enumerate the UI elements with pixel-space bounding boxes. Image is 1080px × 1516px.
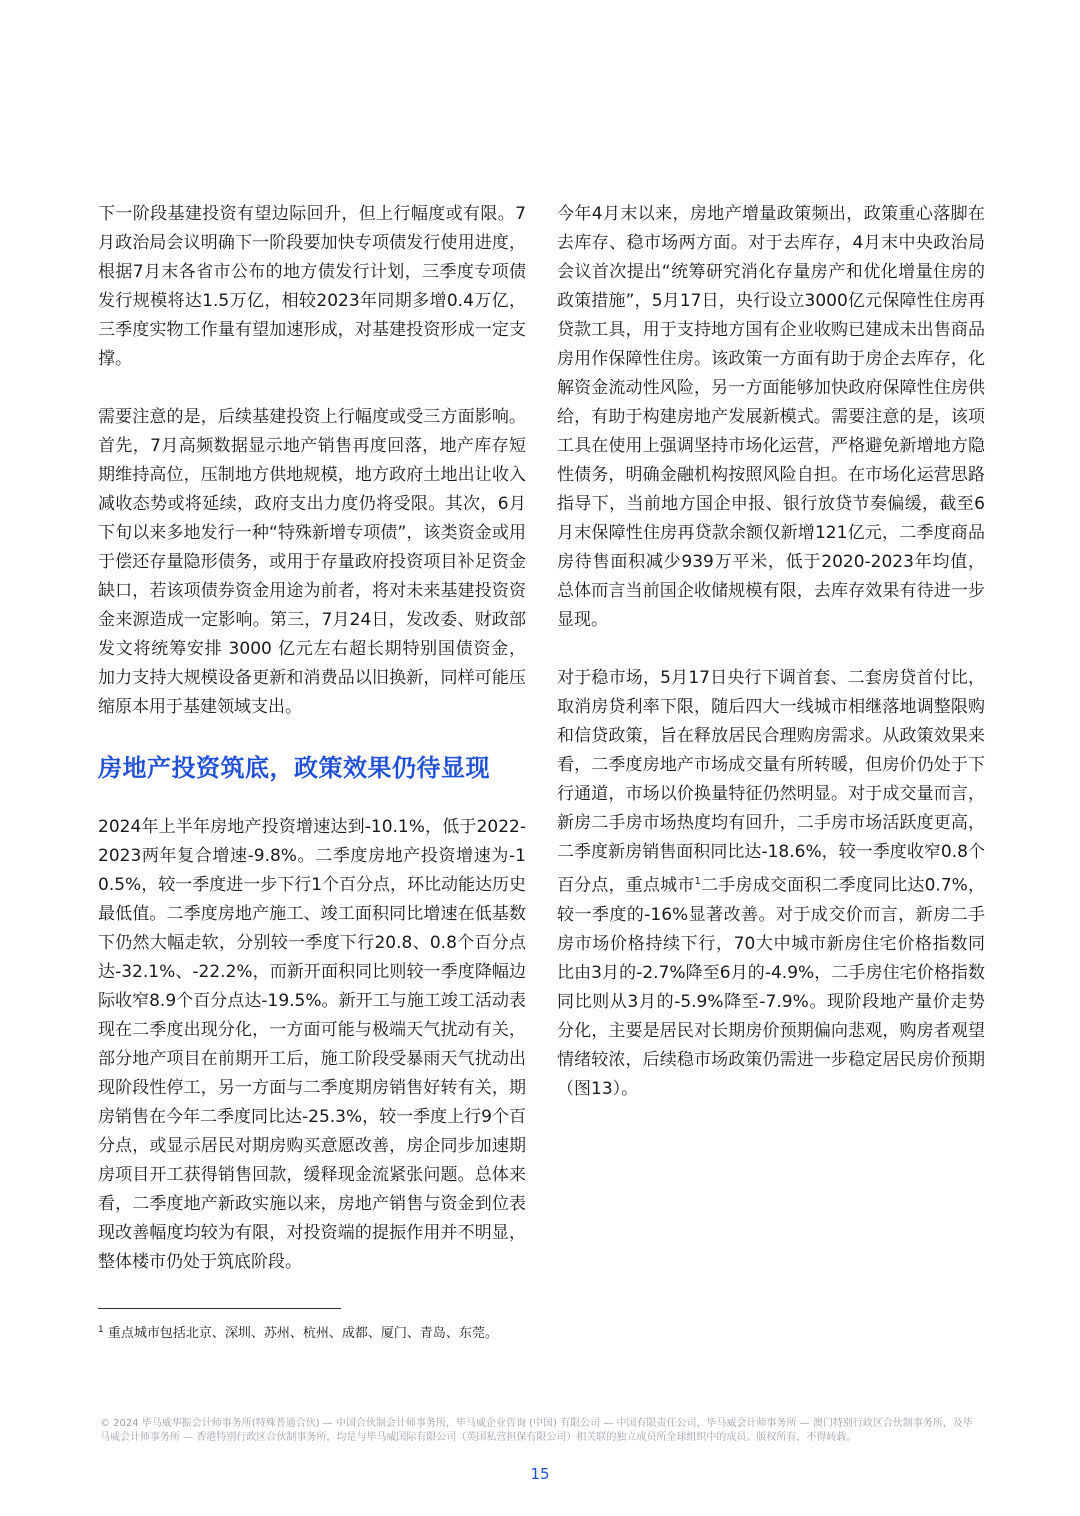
- paragraph-infrastructure-outlook: 下一阶段基建投资有望边际回升，但上行幅度或有限。7月政治局会议明确下一阶段要加快专项债发行使用进度，根据7月末各省市公布的地方债发行计划，三季度专项债发行规模将达1.5万亿，相较2023年同期多增0.4万亿，三季度实物工作量有望加速形成，对基建投资形成一定支撑。: [98, 204, 526, 369]
- footnote: [98, 1324, 538, 1344]
- paragraph-real-estate-investment: 2024年上半年房地产投资增速达到-10.1%，低于2022-2023两年复合增速-9.8%。二季度房地产投资增速为-10.5%，较一季度进一步下行1个百分点，环比动能达历史最低值。二季度房地产施工、竣工面积同比增速在低基数下仍然大幅走软，分别较一季度下行20.8、0.8个百分点达-32.1%、-22.2%，而新开面积同比则较一季度降幅边际收窄8.9个百分点达-19.5%。新开工与施工竣工活动表现在二季度出现分化，一方面可能与极端天气扰动有关，部分地产项目在前期开工后，施工阶段受暴雨天气扰动出现阶段性停工，另一方面与二季度期房销售好转有关，期房销售在今年二季度同比达-25.3%，较一季度上行9个百分点，或显示居民对期房购买意愿改善，房企同步加速期房项目开工获得销售回款，缓释现金流紧张问题。总体来看，二季度地产新政实施以来，房地产销售与资金到位表现改善幅度均较为有限，对投资端的提振作用并不明显，整体楼市仍处于筑底阶段。: [98, 817, 527, 1272]
- footnote-marker: 1: [98, 1325, 104, 1335]
- left-column: [98, 200, 526, 1306]
- footnote-divider: [98, 1308, 341, 1309]
- footnote-text: 重点城市包括北京、深圳、苏州、杭州、成都、厦门、青岛、东莞。: [107, 1326, 498, 1341]
- paragraph-market-stabilization: [557, 664, 985, 1104]
- paragraph-text-part: 二手房成交面积二季度同比达0.7%，较一季度的-16%显著改善。对于成交价而言，新房二手房市场价格持续下行，70大中城市新房住宅价格指数同比由3月的-2.7%降至6月的-4.9%，二手房住宅价格指数同比则从3月的-5.9%降至-7.9%。现阶段地产量价走势分化，主要是居民对长期房价预期偏向悲观，购房者观望情绪较浓，后续稳市场政策仍需进一步稳定居民房价预期（图13）。: [557, 875, 985, 1099]
- footnote-reference[interactable]: 1: [694, 876, 701, 887]
- paragraph-infrastructure-risks: 需要注意的是，后续基建投资上行幅度或受三方面影响。首先，7月高频数据显示地产销售再度回落，地产库存短期维持高位，压制地方供地规模，地方政府土地出让收入减收态势或将延续，政府支出力度仍将受限。其次，6月下旬以来多地发行一种“特殊新增专项债”，该类资金或用于偿还存量隐形债务，或用于存量政府投资项目补足资金缺口，若该项债券资金用途为前者，将对未来基建投资资金来源造成一定影响。第三，7月24日，发改委、财政部发文将统筹安排 3000 亿元左右超长期特别国债资金，加力支持大规模设备更新和消费品以旧换新，同样可能压缩原本用于基建领域支出。: [98, 407, 526, 717]
- section-heading: 房地产投资筑底，政策效果仍待显现: [98, 754, 490, 782]
- paragraph-text-part: 对于稳市场，5月17日央行下调首套、二套房贷首付比，取消房贷利率下限，随后四大一线城市相继落地调整限购和信贷政策，旨在释放居民合理购房需求。从政策效果来看，二季度房地产市场成交量有所转暖，但房价仍处于下行通道，市场以价换量特征仍然明显。对于成交量而言，新房二手房市场热度均有回升，二手房市场活跃度更高，二季度新房销售面积同比达-18.6%，较一季度收窄0.8个百分点，重点城市: [557, 668, 985, 896]
- page-number: 15: [530, 1465, 550, 1483]
- copyright-notice: © 2024 毕马威华振会计师事务所(特殊普通合伙) — 中国合伙制会计师事务所，毕马威企业咨询 (中国) 有限公司 — 中国有限责任公司，毕马威会计师事务所 — 澳门特别行政区合伙制事务所，及毕马威会计师事务所 — 香港特别行政区合伙制事务所，均是与毕马威国际有限公司（英国私营担保有限公司）相关联的独立成员所全球组织中的成员。版权所有，不得转载。: [100, 1418, 973, 1443]
- right-column: [557, 200, 985, 1133]
- paragraph-destocking-policy: 今年4月末以来，房地产增量政策频出，政策重心落脚在去库存、稳市场两方面。对于去库存，4月末中央政治局会议首次提出“统筹研究消化存量房产和优化增量住房的政策措施”，5月17日，央行设立3000亿元保障性住房再贷款工具，用于支持地方国有企业收购已建成未出售商品房用作保障性住房。该政策一方面有助于房企去库存，化解资金流动性风险，另一方面能够加快政府保障性住房供给，有助于构建房地产发展新模式。需要注意的是，该项工具在使用上强调坚持市场化运营，严格避免新增地方隐性债务，明确金融机构按照风险自担。在市场化运营思路指导下，当前地方国企申报、银行放贷节奏偏缓，截至6月末保障性住房再贷款余额仅新增121亿元，二季度商品房待售面积减少939万平米，低于2020-2023年均值，总体而言当前国企收储规模有限，去库存效果有待进一步显现。: [557, 204, 985, 630]
